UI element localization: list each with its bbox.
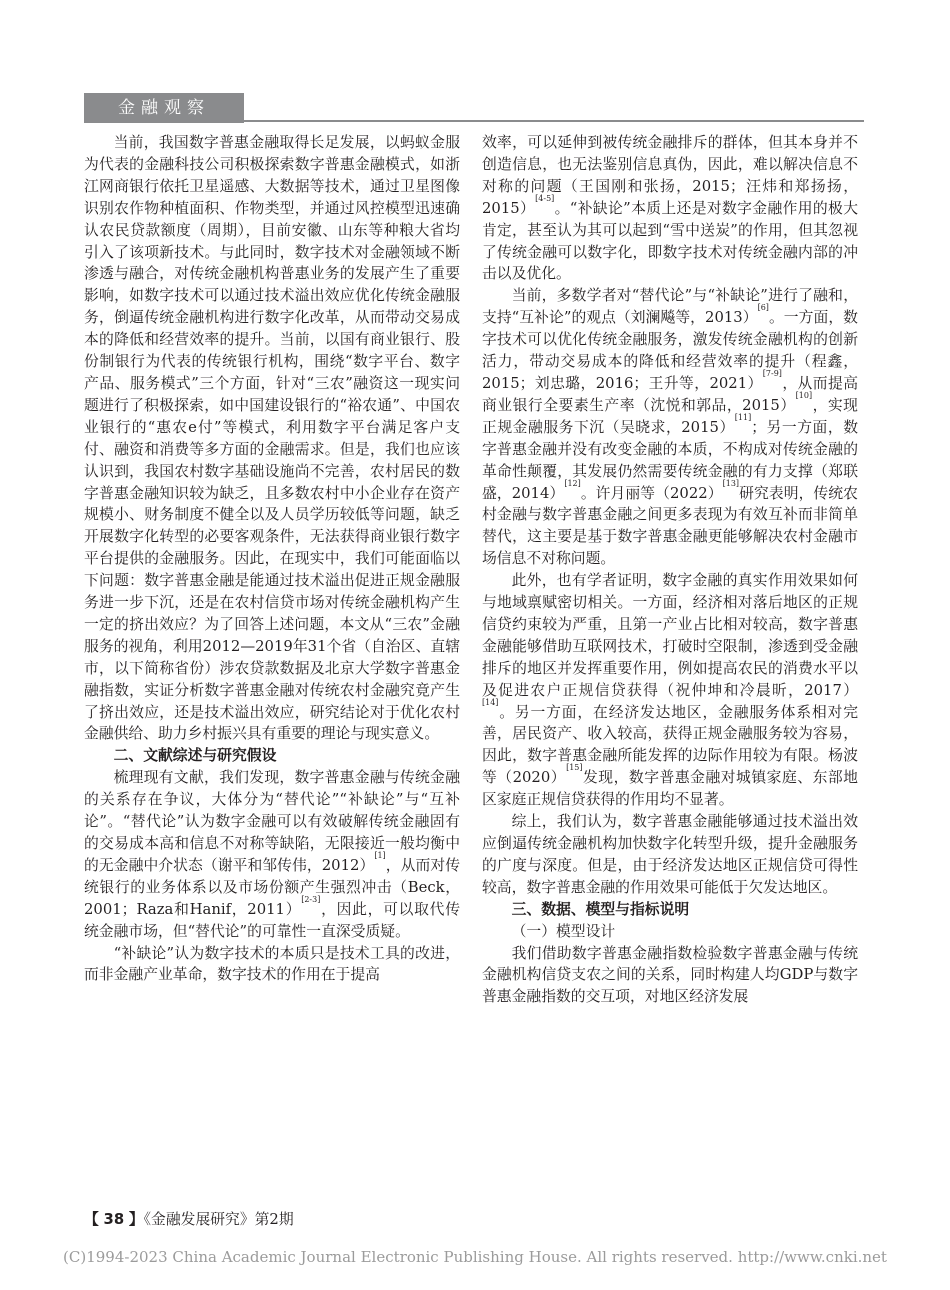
citation: [6] (757, 303, 769, 313)
section-title: 金融观察 (118, 98, 210, 118)
citation: [15] (566, 763, 583, 773)
text-run: 研究表明，传统农村金融与数字普惠金融之间更多表现为有效互补而非简单替代，这主要是基于数字普惠金融更能够解决农村金融市场信息不对称问题。 (482, 484, 858, 568)
footer-bracket: 】 (128, 1211, 144, 1228)
copyright-notice: (C)1994-2023 China Academic Journal Electronic Publishing House. All rights reserved. http://www.cnki.net (63, 1248, 887, 1266)
page-number: 38 (103, 1211, 125, 1228)
paragraph: 综上，我们认为，数字普惠金融能够通过技术溢出效应倒逼传统金融机构加快数字化转型升级，提升金融服务的广度与深度。但是，由于经济发达地区正规信贷可得性较高，数字普惠金融的作用效果可能低于欠发达地区。 (482, 813, 858, 896)
text-run: ；另一方面，数字普惠金融并没有改变金融的本质，不构成对传统金融的革命性颠覆，其发展仍然需要传统金融的有力支撑（郑联盛，2014） (482, 418, 858, 502)
text-run: 。“补缺论”本质上还是对数字金融作用的极大肯定，甚至认为其可以起到“雪中送炭”的作用，但其忽视了传统金融可以数字化，即数字技术对传统金融内部的冲击以及优化。 (482, 199, 858, 283)
citation: [13] (722, 478, 740, 488)
text-run: 梳理现有文献，我们发现，数字普惠金融与传统金融的关系存在争议，大体分为“替代论”“补缺论”与“互补论”。“替代论”认为数字金融可以有效破解传统金融固有的交易成本高和信息不对称等缺陷，无限接近一般均衡中的无金融中介状态（谢平和邹传伟，2012） (84, 769, 460, 874)
text-run: ，从而提高商业银行全要素生产率（沈悦和郭品，2015） (482, 374, 858, 414)
citation: [4-5] (535, 193, 555, 203)
citation: [11] (734, 412, 752, 422)
page-footer (84, 1208, 294, 1229)
citation: [14] (482, 697, 499, 707)
subsection-heading: （一）模型设计 (511, 922, 616, 940)
text-run: 。另一方面，在经济发达地区，金融服务体系相对完善，居民资产、收入较高，获得正规金融服务较为容易，因此，数字普惠金融所能发挥的边际作用较为有限。杨波等（2020） (482, 703, 858, 787)
citation: [12] (564, 478, 581, 488)
citation: [1] (374, 850, 386, 860)
text-run: 。许月丽等（2022） (580, 484, 723, 502)
text-run: ，从而对传统银行的业务体系以及市场份额产生强烈冲击（Beck，2001；Raza和Hanif，2011） (84, 856, 460, 918)
section-heading: 三、数据、模型与指标说明 (511, 900, 690, 918)
text-run: 。一方面，数字技术可以优化传统金融服务，激发传统金融机构的创新活力，带动交易成本的降低和经营效率的提升（程鑫，2015；刘忠璐，2016；王升等，2021） (482, 309, 858, 392)
paragraph (482, 570, 858, 811)
citation: [10] (795, 390, 813, 400)
text-run: ，实现正规金融服务下沉（吴晓求，2015） (482, 396, 858, 436)
paragraph: 我们借助数字普惠金融指数检验数字普惠金融与传统金融机构信贷支农之间的关系，同时构建人均GDP与数字普惠金融指数的交互项，对地区经济发展 (482, 944, 858, 1006)
section-header-bar (84, 93, 244, 123)
text-run: 发现，数字普惠金融对城镇家庭、东部地区家庭正规信贷获得的作用均不显著。 (482, 769, 858, 809)
section-heading: 二、文献综述与研究假设 (113, 747, 277, 765)
paragraph (482, 285, 858, 570)
paragraph: 当前，我国数字普惠金融取得长足发展，以蚂蚁金服为代表的金融科技公司积极探索数字普惠金融模式，如浙江网商银行依托卫星遥感、大数据等技术，通过卫星图像识别农作物种植面积、作物类型，并通过风控模型迅速确认农民贷款额度（周期），目前安徽、山东等种粮大省均引入了该项新技术。与此同时，数字技术对金融领域不断渗透与融合，对传统金融机构普惠业务的发展产生了重要影响，如数字技术可以通过技术溢出效应优化传统金融服务，倒逼传统金融机构进行数字化改革，从而带动交易成本的降低和经营效率的提升。当前，以国有商业银行、股份制银行为代表的传统银行机构，围绕“数字平台、数字产品、服务模式”三个方面，针对“三农”融资这一现实问题进行了积极探索，如中国建设银行的“裕农通”、中国农业银行的“惠农e付”等模式，利用数字平台满足客户支付、融资和消费等多方面的金融需求。但是，我们也应该认识到，我国农村数字基础设施尚不完善，农村居民的数字普惠金融知识较为缺乏，且多数农村中小企业存在资产规模小、财务制度不健全以及人员学历较低等问题，缺乏开展数字化转型的必要客观条件，无法获得商业银行数字平台提供的金融服务。因此，在现实中，我们可能面临以下问题：数字普惠金融是能通过技术溢出促进正规金融服务进一步下沉，还是在农村信贷市场对传统金融机构产生一定的挤出效应？为了回答上述问题，本文从“三农”金融服务的视角，利用2012—2019年31个省（自治区、直辖市，以下简称省份）涉农贷款数据及北京大学数字普惠金融指数，实证分析数字普惠金融对传统农村金融究竟产生了挤出效应，还是技术溢出效应，研究结论对于优化农村金融供给、助力乡村振兴具有重要的理论与现实意义。 (84, 134, 460, 743)
paragraph (84, 767, 460, 942)
paragraph (482, 132, 858, 285)
paragraph: “补缺论”认为数字技术的本质只是技术工具的改进，而非金融产业革命，数字技术的作用在于提高 (84, 944, 460, 984)
footer-bracket: 【 (84, 1211, 99, 1228)
left-column (84, 132, 460, 986)
header-rule (244, 120, 864, 122)
citation: [2-3] (301, 894, 321, 904)
journal-name: 《金融发展研究》第2期 (143, 1211, 294, 1228)
text-run: 效率，可以延伸到被传统金融排斥的群体，但其本身并不创造信息，也无法鉴别信息真伪，因此，难以解决信息不对称的问题（王国刚和张扬，2015；汪炜和郑扬扬，2015） (482, 134, 858, 217)
right-column (482, 132, 858, 1008)
text-run: 当前，多数学者对“替代论”与“补缺论”进行了融和，支持“互补论”的观点（刘澜飚等，2013） (482, 287, 858, 327)
citation: [7-9] (762, 368, 782, 378)
text-run: 此外，也有学者证明，数字金融的真实作用效果如何与地域禀赋密切相关。一方面，经济相对落后地区的正规信贷约束较为严重，且第一产业占比相对较高，数字普惠金融能够借助互联网技术，打破时空限制，渗透到受金融排斥的地区并发挥重要作用，例如提高农民的消费水平以及促进农户正规信贷获得（祝仲坤和冷晨昕，2017） (482, 572, 858, 699)
text-run: ，因此，可以取代传统金融市场，但“替代论”的可靠性一直深受质疑。 (84, 900, 460, 940)
